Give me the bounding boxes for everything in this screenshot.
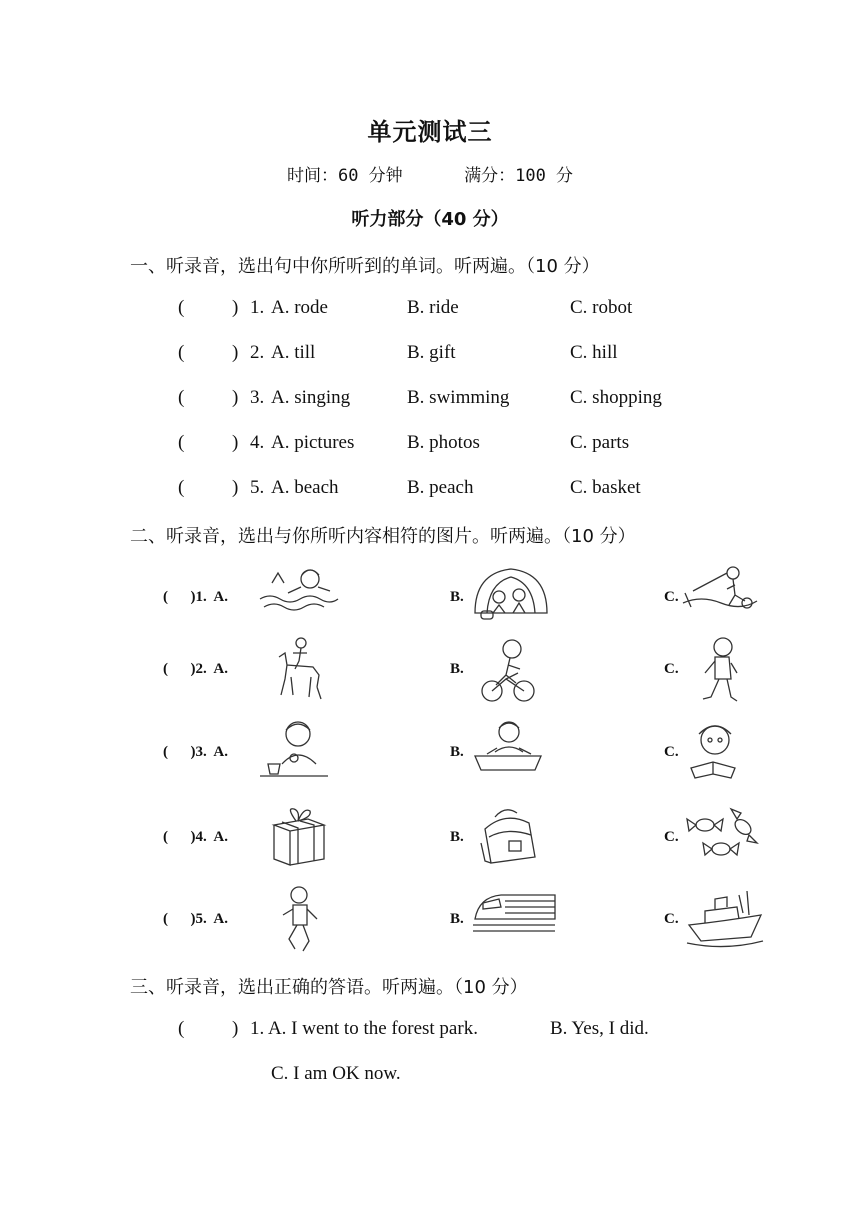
ship-icon — [685, 885, 765, 949]
option-c-label: C. — [664, 829, 679, 845]
answer-paren-right: ) — [232, 1018, 239, 1039]
option-a: A. pictures — [271, 432, 355, 453]
item-label: ( )3. A. — [163, 744, 228, 760]
boy-reading-book-icon — [685, 718, 743, 782]
answer-paren-right: ) — [232, 432, 239, 453]
part3-heading: 三、听录音，选出正确的答语。听两遍。（10 分） — [130, 977, 528, 998]
item-number: 1. — [250, 297, 265, 318]
answer-paren-right: ) — [232, 477, 239, 498]
option-b-label: B. — [450, 911, 464, 927]
item-label: ( )2. A. — [163, 661, 228, 677]
option-c: C. parts — [570, 432, 630, 453]
time-limit: 时间：60 分钟 — [286, 166, 403, 186]
item-number: 2. — [250, 342, 265, 363]
answer-paren-right: ) — [232, 342, 239, 363]
option-c: C. I am OK now. — [271, 1063, 401, 1084]
boy-walking-icon — [693, 635, 743, 707]
answer-paren-left[interactable]: ( — [178, 387, 185, 408]
part2-item-4 — [163, 803, 783, 893]
option-a: A. singing — [271, 387, 351, 408]
part1-heading: 一、听录音，选出句中你所听到的单词。听两遍。（10 分） — [130, 256, 600, 277]
part2-item-3 — [163, 718, 783, 808]
swimming-child-icon — [258, 563, 340, 613]
option-b-label: B. — [450, 589, 464, 605]
option-b-label: B. — [450, 829, 464, 845]
option-a: A. beach — [271, 477, 339, 498]
answer-paren-left[interactable]: ( — [178, 432, 185, 453]
listening-section-title: 听力部分（40 分） — [351, 209, 509, 230]
answer-paren-right: ) — [232, 297, 239, 318]
boy-at-desk-icon — [471, 718, 545, 776]
answer-paren-left[interactable]: ( — [178, 297, 185, 318]
answer-paren-right: ) — [232, 387, 239, 408]
item-label: ( )4. A. — [163, 829, 228, 845]
schoolbag-icon — [475, 803, 541, 867]
full-score: 满分：100 分 — [464, 166, 574, 186]
option-c: C. hill — [570, 342, 618, 363]
option-c: C. robot — [570, 297, 633, 318]
option-b-label: B. — [450, 744, 464, 760]
option-b-label: B. — [450, 661, 464, 677]
page-title: 单元测试三 — [367, 118, 493, 146]
option-a: 1. A. I went to the forest park. — [250, 1018, 478, 1039]
item-number: 3. — [250, 387, 265, 408]
option-a: A. rode — [271, 297, 328, 318]
option-c-label: C. — [664, 589, 679, 605]
gift-box-icon — [268, 803, 328, 867]
tent-camping-icon — [471, 563, 553, 621]
option-b: B. photos — [407, 432, 480, 453]
boy-running-icon — [275, 885, 321, 955]
train-icon — [471, 885, 557, 935]
horse-riding-icon — [273, 635, 329, 705]
exam-meta — [0, 161, 860, 186]
part2-item-5 — [163, 885, 783, 975]
option-c: C. basket — [570, 477, 641, 498]
option-b: B. peach — [407, 477, 474, 498]
option-c-label: C. — [664, 911, 679, 927]
option-b: B. swimming — [407, 387, 510, 408]
answer-paren-left[interactable]: ( — [178, 1018, 185, 1039]
answer-paren-left[interactable]: ( — [178, 477, 185, 498]
item-number: 5. — [250, 477, 265, 498]
option-b: B. ride — [407, 297, 459, 318]
candies-icon — [685, 803, 765, 863]
part2-item-2 — [163, 635, 783, 725]
option-c-label: C. — [664, 661, 679, 677]
answer-paren-left[interactable]: ( — [178, 342, 185, 363]
option-a: A. till — [271, 342, 316, 363]
option-b: B. gift — [407, 342, 456, 363]
item-label: ( )5. A. — [163, 911, 228, 927]
item-label: ( )1. A. — [163, 589, 228, 605]
option-c-label: C. — [664, 744, 679, 760]
boy-drinking-tea-icon — [258, 718, 330, 782]
option-c: C. shopping — [570, 387, 662, 408]
part2-heading: 二、听录音，选出与你所听内容相符的图片。听两遍。（10 分） — [130, 526, 636, 547]
item-number: 4. — [250, 432, 265, 453]
fishing-boy-icon — [681, 563, 759, 611]
option-b: B. Yes, I did. — [550, 1018, 649, 1039]
boy-cycling-icon — [478, 635, 536, 705]
